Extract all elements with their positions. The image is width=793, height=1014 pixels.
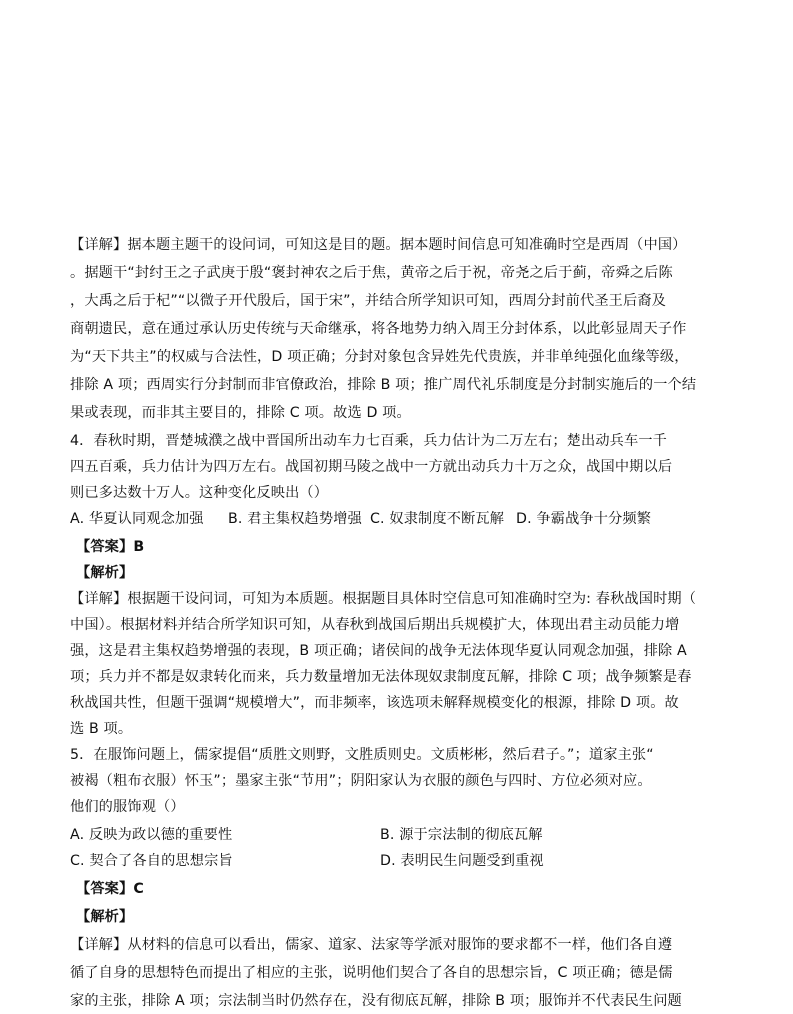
analysis-label: 【解析】 — [76, 909, 134, 925]
question-4-stem: 四五百乘，兵力估计为四万左右。战国初期马陵之战中一方就出动兵力十万之众，战国中期以后 — [70, 459, 673, 475]
question-5-options-row-2 — [70, 848, 730, 874]
option-a: A. 华夏认同观念加强 — [70, 511, 204, 527]
text-line: 选 B 项。 — [70, 721, 133, 737]
text-line: 【详解】根据题干设问词，可知为本质题。根据题目具体时空信息可知准确时空为: 春秋战国时期（ — [70, 591, 697, 607]
text-line: 强，这是君主集权趋势增强的表现，B 项正确；诸侯间的战争无法体现华夏认同观念加强，排除 A — [70, 643, 687, 659]
answer-label: 【答案】B — [76, 539, 145, 555]
text-line: 果或表现，而非其主要目的，排除 C 项。故选 D 项。 — [70, 405, 411, 421]
text-line: 为“天下共主”的权威与合法性，D 项正确；分封对象包含异姓先代贵族，并非单纯强化血缘等级， — [70, 349, 689, 365]
analysis-label: 【解析】 — [76, 565, 134, 581]
option-a: A. 反映为政以德的重要性 — [70, 827, 233, 843]
text-line: 排除 A 项；西周实行分封制而非官僚政治，排除 B 项；推广周代礼乐制度是分封制实施后的一个结 — [70, 377, 697, 393]
option-c: C. 契合了各自的思想宗旨 — [70, 853, 233, 869]
option-d: D. 争霸战争十分频繁 — [516, 511, 652, 527]
question-4-options — [70, 506, 730, 532]
text-line: 秋战国共性，但题干强调“规模增大”，而非频率，该选项未解释规模变化的根源，排除 D 项。故 — [70, 695, 679, 711]
answer-label: 【答案】C — [76, 881, 144, 897]
text-line: 【详解】据本题主题干的设问词，可知这是目的题。据本题时间信息可知准确时空是西周（中国） — [70, 237, 687, 253]
option-b: B. 源于宗法制的彻底瓦解 — [380, 827, 543, 843]
question-5-options-row-1 — [70, 822, 730, 848]
question-5-stem: 他们的服饰观（） — [70, 799, 185, 815]
text-line: 家的主张，排除 A 项；宗法制当时仍然存在，没有彻底瓦解，排除 B 项；服饰并不代表民生问题 — [70, 993, 682, 1009]
text-line: ，大禹之后于杞”“以微子开代殷后，国于宋”，并结合所学知识可知，西周分封前代圣王后裔及 — [70, 293, 667, 309]
option-c: C. 奴隶制度不断瓦解 — [370, 511, 505, 527]
question-5-stem: 5．在服饰问题上，儒家提倡“质胜文则野，文胜质则史。文质彬彬，然后君子。”；道家主张“ — [70, 747, 654, 763]
question-4-stem: 4．春秋时期，晋楚城濮之战中晋国所出动车力七百乘，兵力估计为二万左右；楚出动兵车一千 — [70, 433, 668, 449]
text-line: 。据题干“封纣王之子武庚于殷“褒封神农之后于焦，黄帝之后于祝，帝尧之后于蓟，帝舜之后陈 — [70, 265, 673, 281]
text-line: 商朝遗民，意在通过承认历史传统与天命继承，将各地势力纳入周王分封体系，以此彰显周天子作 — [70, 321, 687, 337]
question-4-stem: 则已多达数十万人。这种变化反映出（） — [70, 485, 329, 501]
text-line: 中国）。根据材料并结合所学知识可知，从春秋到战国后期出兵规模扩大，体现出君主动员能力增 — [70, 617, 680, 633]
option-b: B. 君主集权趋势增强 — [228, 511, 362, 527]
text-line: 项；兵力并不都是奴隶转化而来，兵力数量增加无法体现奴隶制度瓦解，排除 C 项；战争频繁是春 — [70, 669, 692, 685]
text-line: 【详解】从材料的信息可以看出，儒家、道家、法家等学派对服饰的要求都不一样，他们各自遵 — [70, 937, 673, 953]
text-line: 循了自身的思想特色而提出了相应的主张，说明他们契合了各自的思想宗旨，C 项正确；德是儒 — [70, 965, 673, 981]
question-5-stem: 被褐（粗布衣服）怀玉”；墨家主张“节用”；阴阳家认为衣服的颜色与四时、方位必须对应。 — [70, 773, 652, 789]
option-d: D. 表明民生问题受到重视 — [380, 853, 544, 869]
